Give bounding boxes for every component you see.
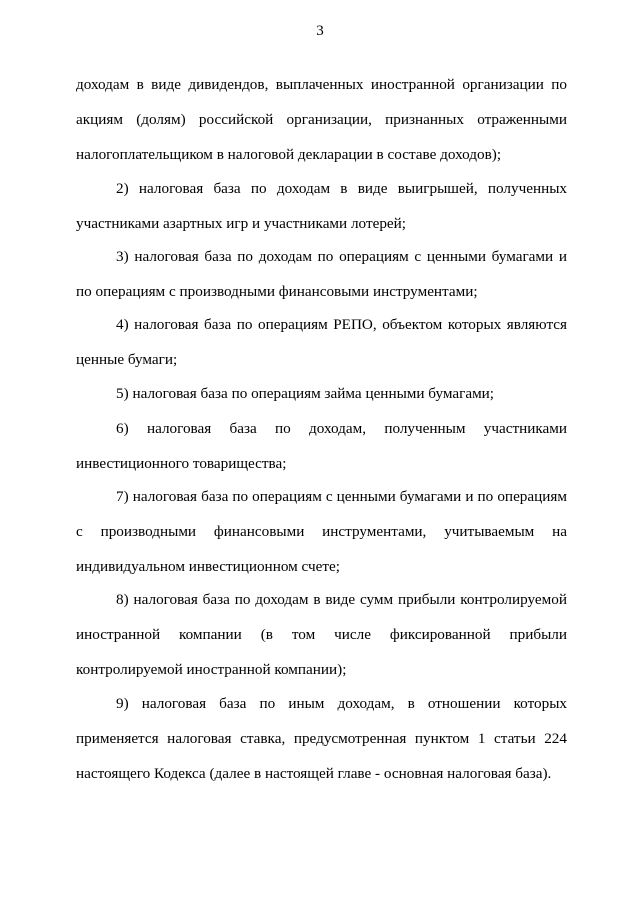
page-number: 3	[316, 23, 324, 39]
paragraph-item-9: 9) налоговая база по иным доходам, в отношении которых применяется налоговая ставка, предусмотренная пунктом 1 статьи 224 настоящего Кодекса (далее в настоящей главе - основная налоговая база).	[76, 695, 567, 783]
paragraph-item-6: 6) налоговая база по доходам, полученным участниками инвестиционного товарищества;	[76, 420, 567, 473]
paragraph-item-8: 8) налоговая база по доходам в виде сумм прибыли контролируемой иностранной компании (в том числе фиксированной прибыли контролируемой иностранной компании);	[76, 591, 567, 679]
paragraph-item-4: 4) налоговая база по операциям РЕПО, объектом которых являются ценные бумаги;	[76, 316, 567, 369]
paragraph-continuation: доходам в виде дивидендов, выплаченных иностранной организации по акциям (долям) российской организации, признанных отраженными налогоплательщиком в налоговой декларации в составе доходов);	[76, 76, 567, 164]
paragraph-item-3: 3) налоговая база по доходам по операциям с ценными бумагами и по операциям с производными финансовыми инструментами;	[76, 248, 567, 301]
paragraph-item-7: 7) налоговая база по операциям с ценными бумагами и по операциям с производными финансовыми инструментами, учитываемым на индивидуальном инвестиционном счете;	[76, 488, 567, 576]
paragraph-item-5: 5) налоговая база по операциям займа ценными бумагами;	[116, 385, 495, 402]
paragraph-item-2: 2) налоговая база по доходам в виде выигрышей, полученных участниками азартных игр и участниками лотерей;	[76, 180, 567, 233]
